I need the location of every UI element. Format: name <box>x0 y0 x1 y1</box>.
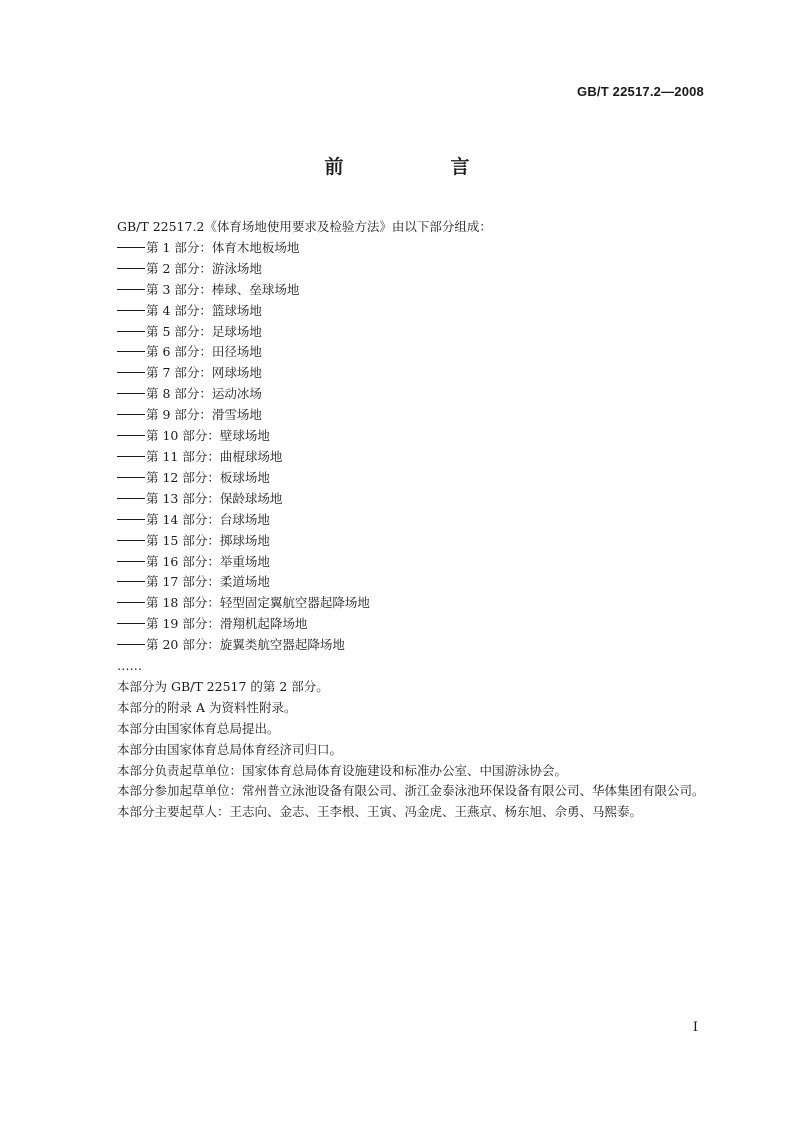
intro-text: GB/T 22517.2《体育场地使用要求及检验方法》由以下部分组成： <box>117 219 492 234</box>
em-dash <box>117 310 145 311</box>
part-label: 第 16 部分：举重场地 <box>146 553 270 569</box>
part-item <box>89 531 709 552</box>
part-item <box>89 363 709 384</box>
parts-list <box>89 238 709 656</box>
part-item <box>89 405 709 426</box>
em-dash <box>117 435 145 436</box>
statement-drafters: 本部分主要起草人：王志向、金志、王李根、王寅、冯金虎、王燕京、杨东旭、佘勇、马熙泰。 <box>117 804 643 820</box>
part-label: 第 2 部分：游泳场地 <box>146 260 262 276</box>
part-item <box>89 426 709 447</box>
em-dash <box>117 540 145 541</box>
part-item <box>89 552 709 573</box>
page-number: I <box>692 1020 698 1035</box>
em-dash <box>117 351 145 352</box>
part-label: 第 4 部分：篮球场地 <box>146 302 262 318</box>
part-label: 第 13 部分：保龄球场地 <box>146 490 283 506</box>
part-label: 第 3 部分：棒球、垒球场地 <box>146 281 300 297</box>
em-dash <box>117 602 145 603</box>
part-item <box>89 322 709 343</box>
part-item <box>89 572 709 593</box>
statement-proposed-by: 本部分由国家体育总局提出。 <box>117 720 280 736</box>
em-dash <box>117 372 145 373</box>
statement-drafting-unit: 本部分负责起草单位：国家体育总局体育设施建设和标准办公室、中国游泳协会。 <box>117 762 568 778</box>
part-item <box>89 384 709 405</box>
part-label: 第 6 部分：田径场地 <box>146 344 262 360</box>
part-label: 第 11 部分：曲棍球场地 <box>146 448 283 464</box>
part-label: 第 5 部分：足球场地 <box>146 323 262 339</box>
part-label: 第 14 部分：台球场地 <box>146 511 270 527</box>
statement-annex: 本部分的附录 A 为资料性附录。 <box>117 699 297 715</box>
em-dash <box>117 456 145 457</box>
em-dash <box>117 498 145 499</box>
part-item <box>89 635 709 656</box>
statement-managed-by: 本部分由国家体育总局体育经济司归口。 <box>117 741 343 757</box>
part-label: 第 12 部分：板球场地 <box>146 469 270 485</box>
part-item <box>89 489 709 510</box>
em-dash <box>117 644 145 645</box>
em-dash <box>117 477 145 478</box>
part-item <box>89 510 709 531</box>
em-dash <box>117 561 145 562</box>
statement-part-of: 本部分为 GB/T 22517 的第 2 部分。 <box>117 678 329 694</box>
part-label: 第 1 部分：体育木地板场地 <box>146 239 300 255</box>
part-label: 第 9 部分：滑雪场地 <box>146 407 262 423</box>
em-dash <box>117 268 145 269</box>
em-dash <box>117 331 145 332</box>
part-item <box>89 238 709 259</box>
em-dash <box>117 393 145 394</box>
part-label: 第 19 部分：滑翔机起降场地 <box>146 616 308 632</box>
part-item <box>89 259 709 280</box>
part-label: 第 8 部分：运动冰场 <box>146 386 262 402</box>
em-dash <box>117 289 145 290</box>
foreword-body <box>89 217 709 823</box>
page-title: 前 言 <box>324 156 514 178</box>
part-item <box>89 593 709 614</box>
statement-participating-units: 本部分参加起草单位：常州普立泳池设备有限公司、浙江金泰泳池环保设备有限公司、华体集团有限公司。 <box>117 783 705 799</box>
part-item <box>89 342 709 363</box>
part-item <box>89 301 709 322</box>
part-item <box>89 280 709 301</box>
em-dash <box>117 519 145 520</box>
standard-number: GB/T 22517.2—2008 <box>577 84 704 99</box>
em-dash <box>117 247 145 248</box>
em-dash <box>117 414 145 415</box>
part-label: 第 18 部分：轻型固定翼航空器起降场地 <box>146 595 370 611</box>
part-item <box>89 447 709 468</box>
part-label: 第 15 部分：掷球场地 <box>146 532 270 548</box>
part-label: 第 20 部分：旋翼类航空器起降场地 <box>146 637 345 653</box>
part-label: 第 17 部分：柔道场地 <box>146 574 270 590</box>
ellipsis: …… <box>117 658 142 674</box>
part-item <box>89 468 709 489</box>
em-dash <box>117 581 145 582</box>
part-label: 第 10 部分：壁球场地 <box>146 428 270 444</box>
em-dash <box>117 623 145 624</box>
part-label: 第 7 部分：网球场地 <box>146 365 262 381</box>
part-item <box>89 614 709 635</box>
